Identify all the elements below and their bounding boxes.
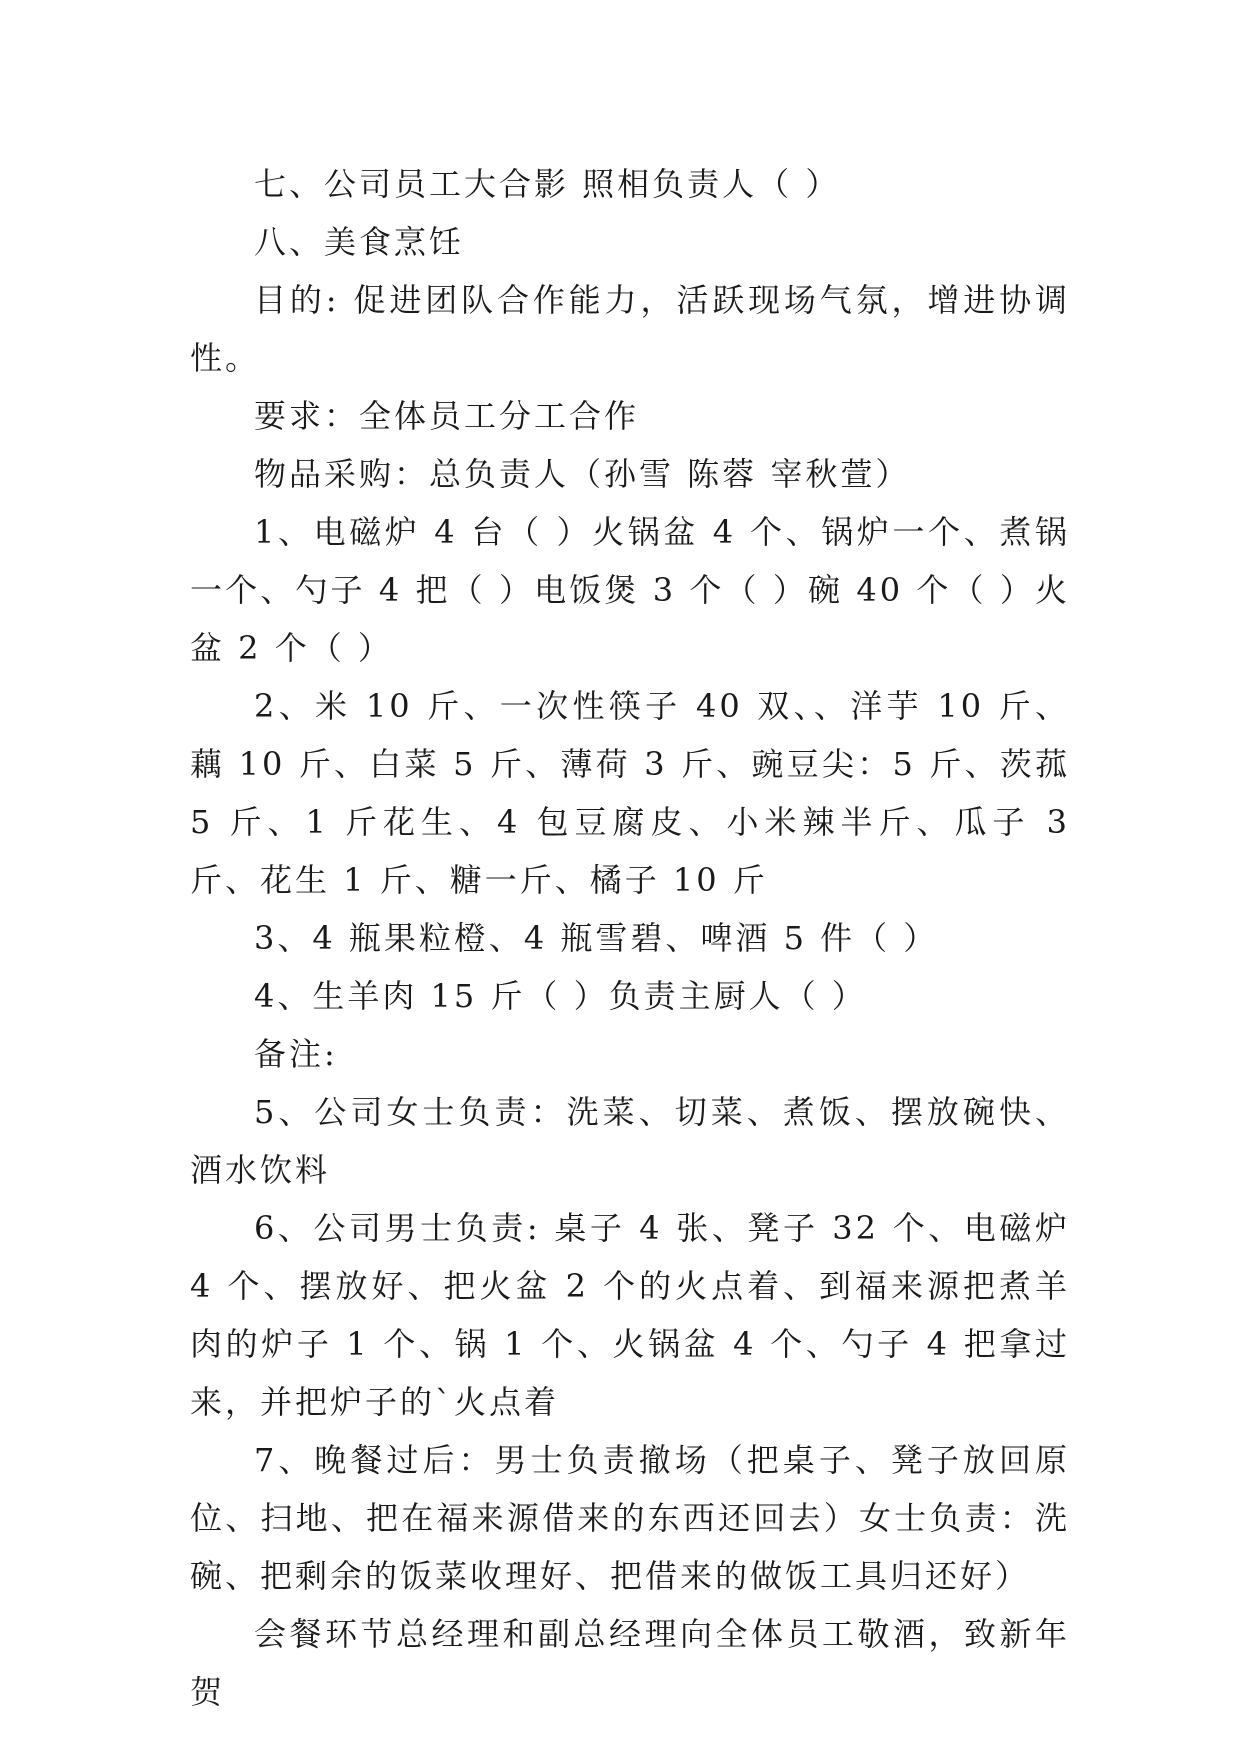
paragraph-item-3: 3、4 瓶果粒橙、4 瓶雪碧、啤酒 5 件（ ）: [254, 919, 939, 957]
paragraph-notes: 备注:: [254, 1035, 338, 1073]
paragraph-item-6: 6、公司男士负责: 桌子 4 张、凳子 32 个、电磁炉 4 个、摆放好、把火盆 2 个的火点着、到福来源把煮羊肉的炉子 1 个、锅 1 个、火锅盆 4 个、勺子 4 把拿过来，并把炉子的`火点着: [190, 1209, 1070, 1421]
paragraph-item-1: 1、电磁炉 4 台（ ）火锅盆 4 个、锅炉一个、煮锅一个、勺子 4 把（ ）电饭煲 3 个（ ）碗 40 个（ ）火盆 2 个（ ）: [190, 513, 1070, 667]
paragraph-item-7: 7、晚餐过后：男士负责撤场（把桌子、凳子放回原位、扫地、把在福来源借来的东西还回去）女士负责：洗碗、把剩余的饭菜收理好、把借来的做饭工具归还好）: [190, 1441, 1070, 1595]
paragraph-item-5: 5、公司女士负责：洗菜、切菜、煮饭、摆放碗快、酒水饮料: [190, 1093, 1070, 1189]
paragraph-purchasing: 物品采购：总负责人（孙雪 陈蓉 宰秋萱）: [254, 455, 911, 493]
paragraph-item-4: 4、生羊肉 15 斤（ ）负责主厨人（ ）: [254, 977, 867, 1015]
paragraph-item-2: 2、米 10 斤、一次性筷子 40 双、、洋芋 10 斤、藕 10 斤、白菜 5 斤、薄荷 3 斤、豌豆尖：5 斤、茨菰 5 斤、1 斤花生、4 包豆腐皮、小米辣半斤、瓜子 3 斤、花生 1 斤、糖一斤、橘子 10 斤: [190, 687, 1070, 899]
paragraph-toast: 会餐环节总经理和副总经理向全体员工敬酒，致新年贺: [190, 1615, 1070, 1711]
document-page: [190, 155, 1070, 1721]
paragraph-photo: 七、公司员工大合影 照相负责人（ ）: [254, 165, 841, 203]
paragraph-cooking-heading: 八、美食烹饪: [254, 223, 465, 261]
paragraph-requirement: 要求：全体员工分工合作: [254, 397, 640, 435]
paragraph-purpose: 目的: 促进团队合作能力，活跃现场气氛，增进协调性。: [190, 281, 1070, 377]
